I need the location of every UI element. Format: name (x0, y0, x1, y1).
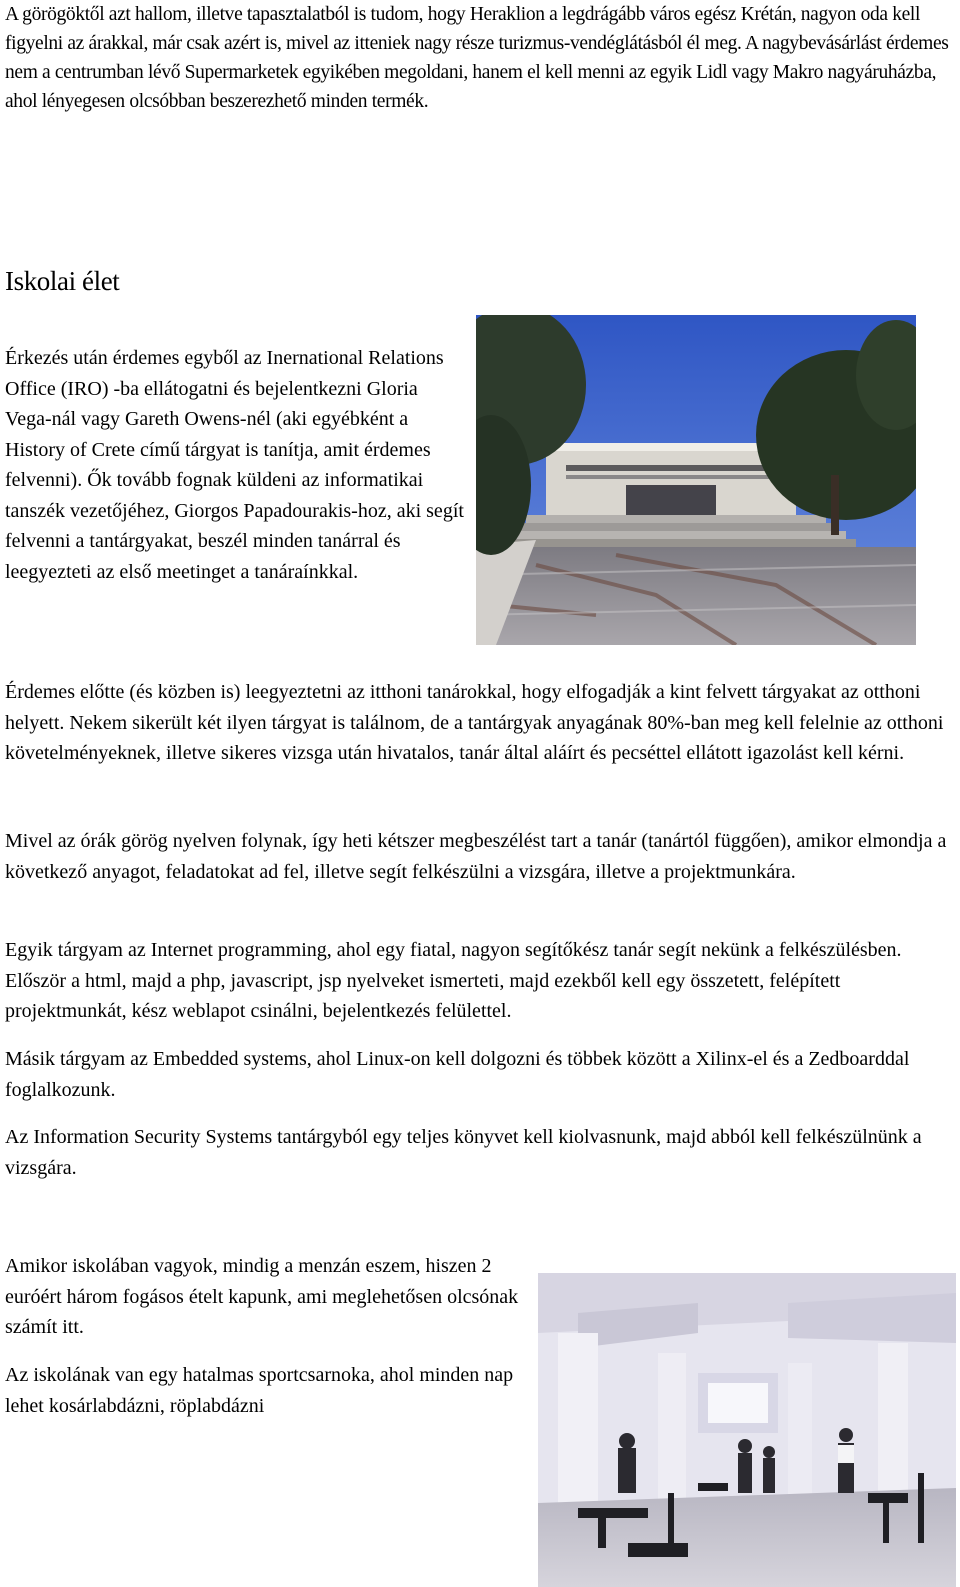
paragraph-courses-approval: Érdemes előtte (és közben is) leegyeztetni az itthoni tanárokkal, hogy elfogadják a kint felvett tárgyakat az otthoni helyett. Nekem sikerült két ilyen tárgyat is találnom, de a tantárgyak anyagának 80%-ban meg kell felelnie az otthoni követelményeknek, illetve sikeres vizsga után hivatalos, tanár által aláírt és pecséttel ellátott igazolást kell kérni. (5, 681, 944, 764)
arrival-paragraph: Érkezés után érdemes egyből az Inernational Relations Office (IRO) -ba ellátogatni és bejelentkezni Gloria Vega-nál vagy Gareth Owens-nél (aki egyébként a History of Crete című tárgyat is tanítja, amit érdemes felvenni). Ők tovább fognak küldeni az informatikai tanszék vezetőjéhez, Giorgos Papadourakis-hoz, aki segít felvenni a tantárgyakat, beszél minden tanárral és leegyezteti az első meetinget a tanáraínkkal. (5, 347, 464, 583)
paragraph-internet-programming: Egyik tárgyam az Internet programming, ahol egy fiatal, nagyon segítőkész tanár segít nekünk a felkészülésben. Először a html, majd a php, javascript, jsp nyelveket ismerteti, majd ezekből kell egy összetett, felépített projektmunkát, kész weblapot csinálni, bejelentkezés felülettel. (5, 939, 902, 1022)
section-heading: Iskolai élet (5, 266, 120, 296)
paragraph-information-security: Az Information Security Systems tantárgyból egy teljes könyvet kell kiolvasnunk, majd abból kell felkészülnünk a vizsgára. (5, 1126, 922, 1179)
paragraph-embedded-systems: Másik tárgyam az Embedded systems, ahol Linux-on kell dolgozni és többek között a Xilinx-el és a Zedboarddal foglalkozunk. (5, 1048, 910, 1101)
paragraph-greek-lessons: Mivel az órák görög nyelven folynak, így heti kétszer megbeszélést tart a tanár (tanártól függően), amikor elmondja a következő anyagot, feladatokat ad fel, illetve segít felkészülni a vizsgára, illetve a projektmunkára. (5, 830, 947, 883)
school-building-photo (476, 315, 916, 645)
sports-paragraph: Az iskolának van egy hatalmas sportcsarnoka, ahol minden nap lehet kosárlabdázni, röplabdázni (5, 1364, 514, 1417)
sports-hall-photo (538, 1273, 956, 1587)
intro-paragraph: A görögöktől azt hallom, illetve tapasztalatból is tudom, hogy Heraklion a legdrágább város egész Krétán, nagyon oda kell figyelni az árakkal, már csak azért is, mivel az itteniek nagy része turizmus-vendéglátásból él meg. A nagybevásárlást érdemes nem a centrumban lévő Supermarketek egyikében megoldani, hanem el kell menni az egyik Lidl vagy Makro nagyáruházba, ahol lényegesen olcsóbban beszerezhető minden termék. (5, 4, 949, 112)
canteen-paragraph: Amikor iskolában vagyok, mindig a menzán eszem, hiszen 2 euróért három fogásos ételt kapunk, ami meglehetősen olcsónak számít itt. (5, 1255, 519, 1338)
